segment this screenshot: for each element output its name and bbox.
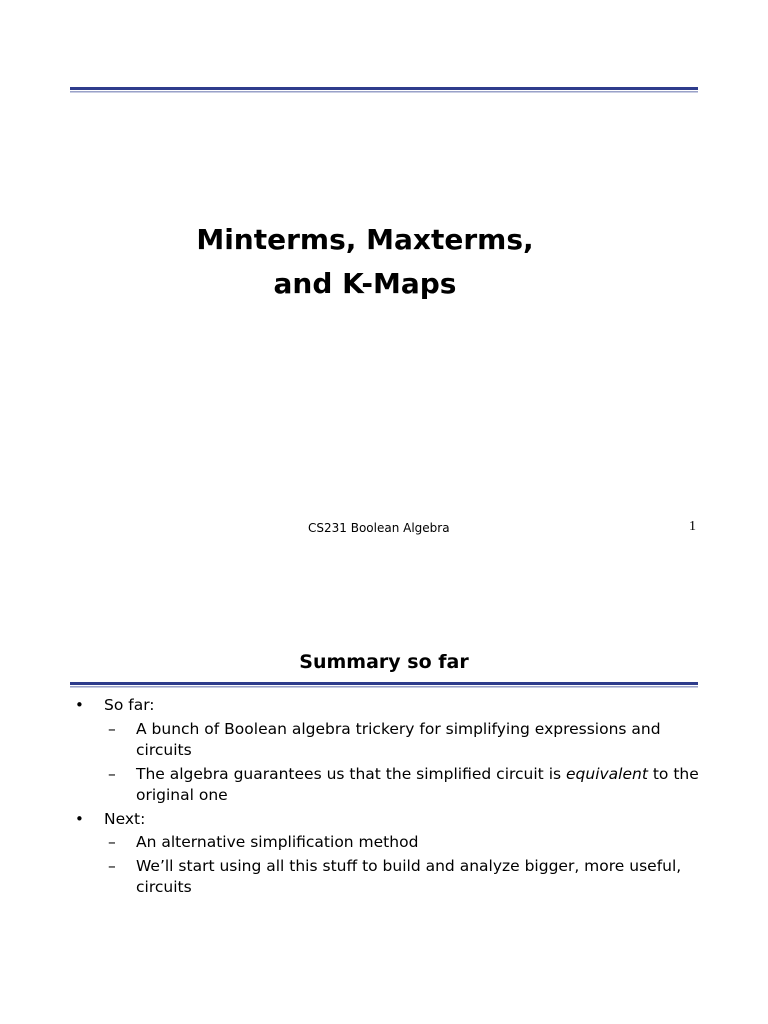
dash-mark: – [108, 833, 116, 851]
sub-bullet-text-before: The algebra guarantees us that the simplified circuit is [136, 764, 566, 783]
slide1-top-rule [70, 87, 698, 93]
slide1-title [0, 218, 730, 306]
dash-mark: – [108, 764, 116, 783]
sub-bullet-text: We’ll start using all this stuff to build and analyze bigger, more useful, circuits [136, 856, 682, 896]
bullet-so-far [72, 695, 702, 717]
bullet-next [72, 809, 702, 831]
sub-bullet-bigger-circuits [72, 856, 702, 899]
slide2-top-rule [70, 682, 698, 688]
bullet-mark: • [75, 696, 84, 714]
sub-bullet-text-after: to the original one [136, 764, 699, 804]
slide1-footer: CS231 Boolean Algebra [308, 521, 450, 535]
sub-bullet-trickery [72, 719, 702, 762]
sub-bullet-alternative [72, 832, 702, 854]
bullet-mark: • [75, 809, 84, 828]
sub-bullet-text: An alternative simplification method [136, 833, 419, 851]
slide2-title: Summary so far [299, 651, 469, 673]
emphasis-equivalent: equivalent [566, 764, 648, 783]
sub-bullet-guarantee [72, 764, 702, 807]
title-line-2: and K-Maps [273, 267, 457, 300]
dash-mark: – [108, 719, 116, 738]
bullet-label: Next: [104, 809, 146, 828]
slide1-page-number: 1 [689, 519, 696, 534]
title-line-1: Minterms, Maxterms, [196, 223, 534, 256]
bullet-list [72, 695, 702, 901]
bullet-label: So far: [104, 696, 155, 714]
dash-mark: – [108, 856, 116, 875]
sub-bullet-text: A bunch of Boolean algebra trickery for simplifying expressions and circuits [136, 719, 661, 759]
